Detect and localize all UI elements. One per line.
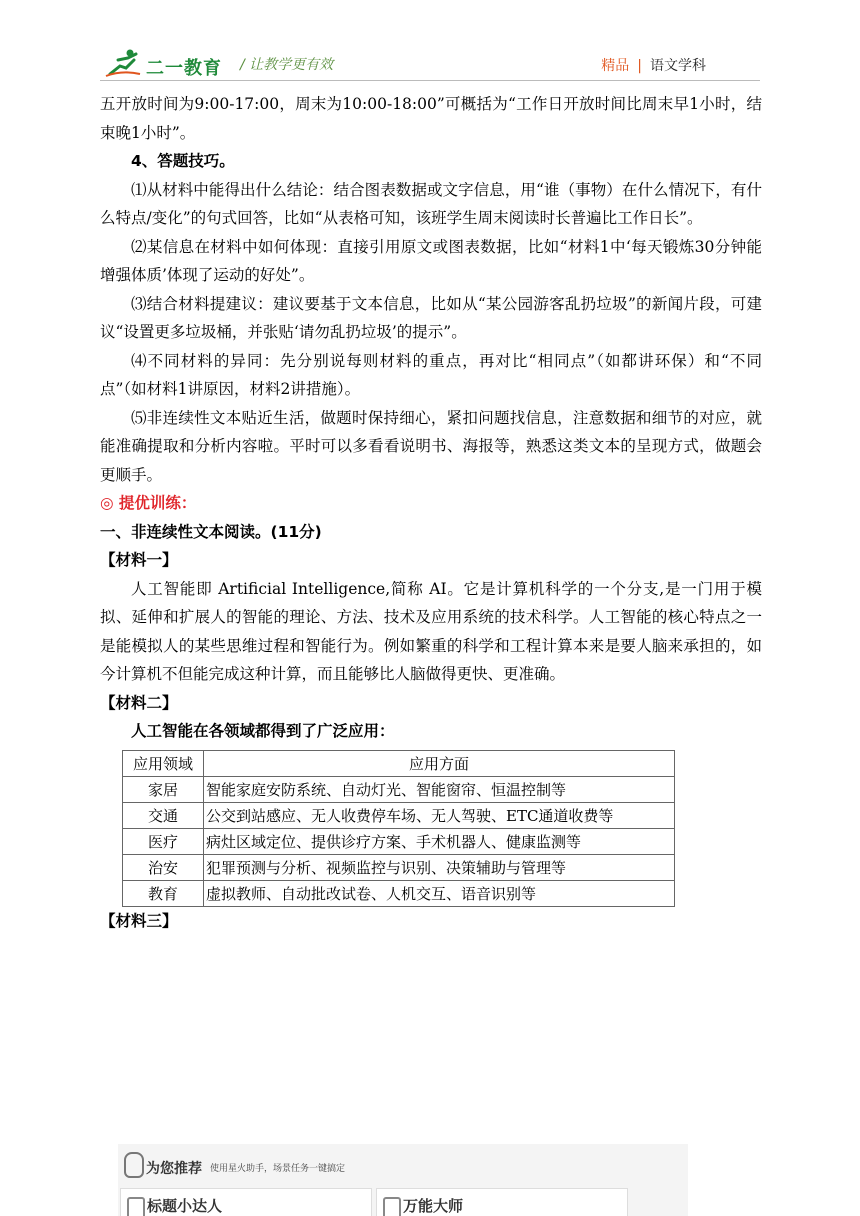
tip-5: ⑸非连续性文本贴近生活，做题时保持细心，紧扣问题找信息，注意数据和细节的对应，就能准确提取和分析内容啦。平时可以多看看说明书、海报等，熟悉这类文本的呈现方式，做题会更顺手。 (100, 408, 762, 484)
section-heading: 一、非连续性文本阅读。(11分) (100, 522, 322, 541)
table-row (123, 828, 675, 854)
table-cell-field: 交通 (123, 802, 204, 828)
training-heading: ◎ 提优训练： (100, 494, 197, 512)
recommend-title: 为您推荐 (146, 1161, 202, 1177)
header-subject (601, 55, 706, 75)
table-cell-aspect: 公交到站感应、无人收费停车场、无人驾驶、ETC通道收费等 (204, 802, 675, 828)
table-cell-field: 家居 (123, 776, 204, 802)
card-title: 万能大师 (403, 1197, 464, 1215)
table-cell-aspect: 病灶区域定位、提供诊疗方案、手术机器人、健康监测等 (204, 828, 675, 854)
table-cell-field: 治安 (123, 854, 204, 880)
table-header-cell: 应用领域 (123, 750, 204, 776)
table-row (123, 776, 675, 802)
material-3-label: 【材料三】 (100, 911, 178, 930)
page-header (100, 46, 760, 80)
table-header-row (123, 750, 675, 776)
document-icon (383, 1197, 401, 1216)
material-2-label: 【材料二】 (100, 693, 178, 712)
material-2-intro: 人工智能在各领域都得到了广泛应用： (131, 722, 395, 740)
card-title: 标题小达人 (147, 1197, 223, 1215)
application-table (122, 750, 675, 907)
material-1-text: 人工智能即 Artificial Intelligence,简称 AI。它是计算机科学的一个分支,是一门用于模拟、延伸和扩展人的智能的理论、方法、技术及应用系统的技术科学。人工智能的核心特点之一是能模拟人的某些思维过程和智能行为。例如繁重的科学和工程计算本来是要人脑来承担的，如今计算机不但能完成这种计算，而且能够比人脑做得更快、更准确。 (100, 579, 762, 683)
table-cell-aspect: 虚拟教师、自动批改试卷、人机交互、语音识别等 (204, 880, 675, 906)
tip-1: ⑴从材料中能得出什么结论：结合图表数据或文字信息，用“谁（事物）在什么情况下，有什么特点/变化”的句式回答，比如“从表格可知，该班学生周末阅读时长普遍比工作日长”。 (100, 180, 762, 227)
spark-icon (124, 1152, 144, 1178)
tip-4: ⑷不同材料的异同：先分别说每则材料的重点，再对比“相同点”（如都讲环保）和“不同点”（如材料1讲原因，材料2讲措施）。 (100, 351, 762, 398)
pen-icon (127, 1197, 145, 1216)
material-3-screenshot (118, 1144, 688, 1216)
table-cell-aspect: 智能家庭安防系统、自动灯光、智能窗帘、恒温控制等 (204, 776, 675, 802)
header-divider (100, 80, 760, 81)
recommend-card-title-helper (120, 1188, 372, 1216)
subject-label: 语文学科 (650, 58, 706, 74)
table-cell-aspect: 犯罪预测与分析、视频监控与识别、决策辅助与管理等 (204, 854, 675, 880)
recommend-subtitle: 使用星火助手，场景任务一键搞定 (210, 1164, 346, 1174)
document-body (100, 90, 762, 935)
tips-heading: 4、答题技巧。 (131, 152, 235, 170)
material-1-label: 【材料一】 (100, 551, 178, 569)
slogan: / 让教学更有效 (240, 57, 334, 73)
recommend-card-master (376, 1188, 628, 1216)
table-row (123, 802, 675, 828)
paragraph-continuation: 五开放时间为9:00-17:00，周末为10:00-18:00”可概括为“工作日开放时间比周末早1小时，结束晚1小时”。 (100, 95, 762, 142)
logo-text: 二一教育 (146, 58, 222, 79)
runner-logo-icon (104, 48, 144, 78)
table-cell-field: 医疗 (123, 828, 204, 854)
tip-2: ⑵某信息在材料中如何体现：直接引用原文或图表数据，比如“材料1中‘每天锻炼30分钟能增强体质’体现了运动的好处”。 (100, 237, 762, 284)
quality-label: 精品 (601, 58, 630, 74)
table-row (123, 854, 675, 880)
tip-3: ⑶结合材料提建议：建议要基于文本信息，比如从“某公园游客乱扔垃圾”的新闻片段，可建议“设置更多垃圾桶，并张贴‘请勿乱扔垃圾’的提示”。 (100, 294, 762, 341)
table-header-cell: 应用方面 (204, 750, 675, 776)
table-row (123, 880, 675, 906)
header-separator: | (637, 58, 642, 74)
table-cell-field: 教育 (123, 880, 204, 906)
